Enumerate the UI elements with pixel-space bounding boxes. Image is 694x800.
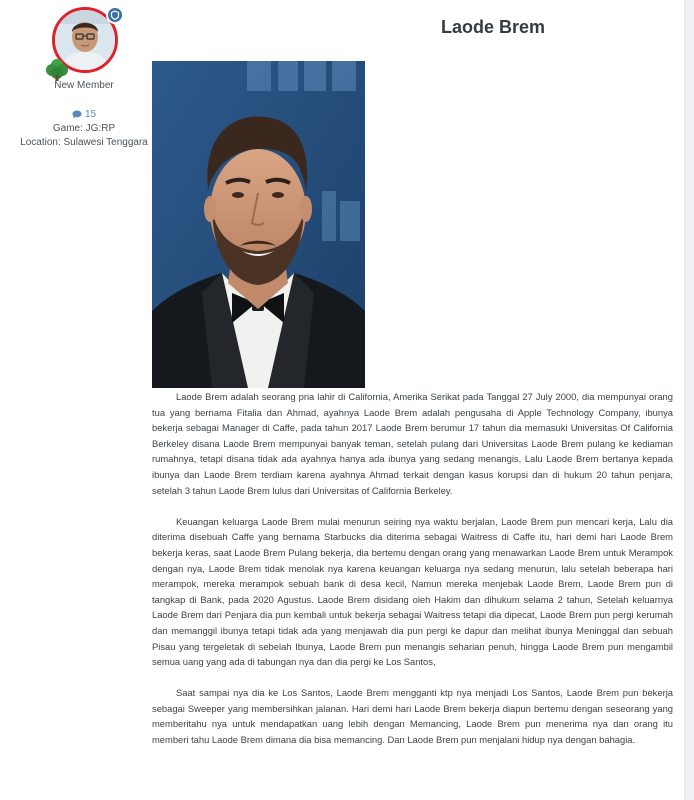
game-value: JG:RP <box>85 123 116 134</box>
author-avatar-wrap[interactable] <box>52 7 118 73</box>
portrait-photo <box>152 61 365 388</box>
post-body <box>152 389 673 748</box>
location-label: Location: <box>20 137 61 148</box>
post-paragraph: Saat sampai nya dia ke Los Santos, Laode Brem mengganti ktp nya menjadi Los Santos, Laode Brem pun bekerja sebagai Sweeper yang membersihkan jalanan. Hari demi hari Laode Brem bekerja diapun bertemu dengan seseorang yang memberitahu nya untuk mendapatkan uang lebih dengan Memancing, Laode Brem pun menerima nya dan orang itu memberi tahu Laode Brem dimana dia bisa memancing. Dan Laode Brem pun menjalani hidup nya dengan bahagia. <box>152 687 673 746</box>
tree-icon <box>44 56 70 82</box>
game-label: Game: <box>52 123 83 134</box>
game-stat <box>0 122 168 136</box>
author-stats <box>0 108 168 150</box>
shield-icon <box>106 6 124 24</box>
page-scroll-edge <box>684 0 694 800</box>
location-value: Sulawesi Tenggara <box>63 137 148 148</box>
post-image[interactable] <box>152 61 365 388</box>
post-count[interactable] <box>0 108 168 122</box>
member-title: New Member <box>54 80 114 91</box>
post-paragraph: Laode Brem adalah seorang pria lahir di California, Amerika Serikat pada Tanggal 27 July 2000, dia mempunyai orang tua yang bernama Fitalia dan Ahmad, ayahnya Laode Brem adalah pengusaha di Apple Technology Company, ibunya bekerja sebagai Manager di Caffe, pada tahun 2017 Laode Brem berumur 17 tahun dia memasuki Universitas Of California Berkeley disana Laode Brem mempunyai banyak teman, setelah pulang dari Universitas Laode Brem pulang ke kediaman rumahnya, tetapi disana tidak ada ayahnya hanya ada ibunya yang sedang menangis, Lalu Laode Brem bertanya kepada ibunya dan Laode Brem terdiam karena ayahnya Ahmad terkait dengan kasus korupsi dan di hukum 20 tahun penjara, setelah 3 tahun Laode Brem lulus dari Universitas of California Berkeley. <box>152 391 673 496</box>
comment-icon <box>72 110 82 119</box>
location-stat <box>0 136 168 150</box>
post-paragraph: Keuangan keluarga Laode Brem mulai menurun seiring nya waktu berjalan, Laode Brem pun mencari kerja, Lalu dia diterima disebuah Caffe yang bernama Starbucks dia diterima sebagai Waitress di Caffe itu, hari demi hari Laode Brem bekerja keras, saat Laode Brem Pulang bekerja, dia bertemu dengan orang yang menawarkan Laode Brem untuk Merampok dengan nya, Laode Brem tidak menolak nya karena keuangan keluarga nya sedang menurun, lalu setelah beberapa hari merampok, mereka merampok sebuah bank di desa kecil, Namun mereka menjebak Laode Brem, Laode Brem pun di tangkap di Bank, pada 2020 Agustus. Laode Brem disidang oleh Hakim dan dihukum selama 2 tahun, Setelah keluarnya Laode Brem dari Penjara dia pun kembali untuk bekerja sebagai Waitress tetapi dia dipecat, Laode Brem pun pergi kerumah dan memanggil ibunya tetapi tidak ada yang menjawab dia pun pergi ke dapur dan melihat ibunya Meninggal dan sebuah Pisau yang tergeletak di sebelah Ibunya, Laode Brem pun menangis seharian penuh, hingga Laode Brem pun mengambil semua uang yang ada di tabungan nya dan dia pergi ke Los Santos, <box>152 515 673 668</box>
post-count-value: 15 <box>84 109 97 120</box>
post-title: Laode Brem <box>440 17 546 37</box>
